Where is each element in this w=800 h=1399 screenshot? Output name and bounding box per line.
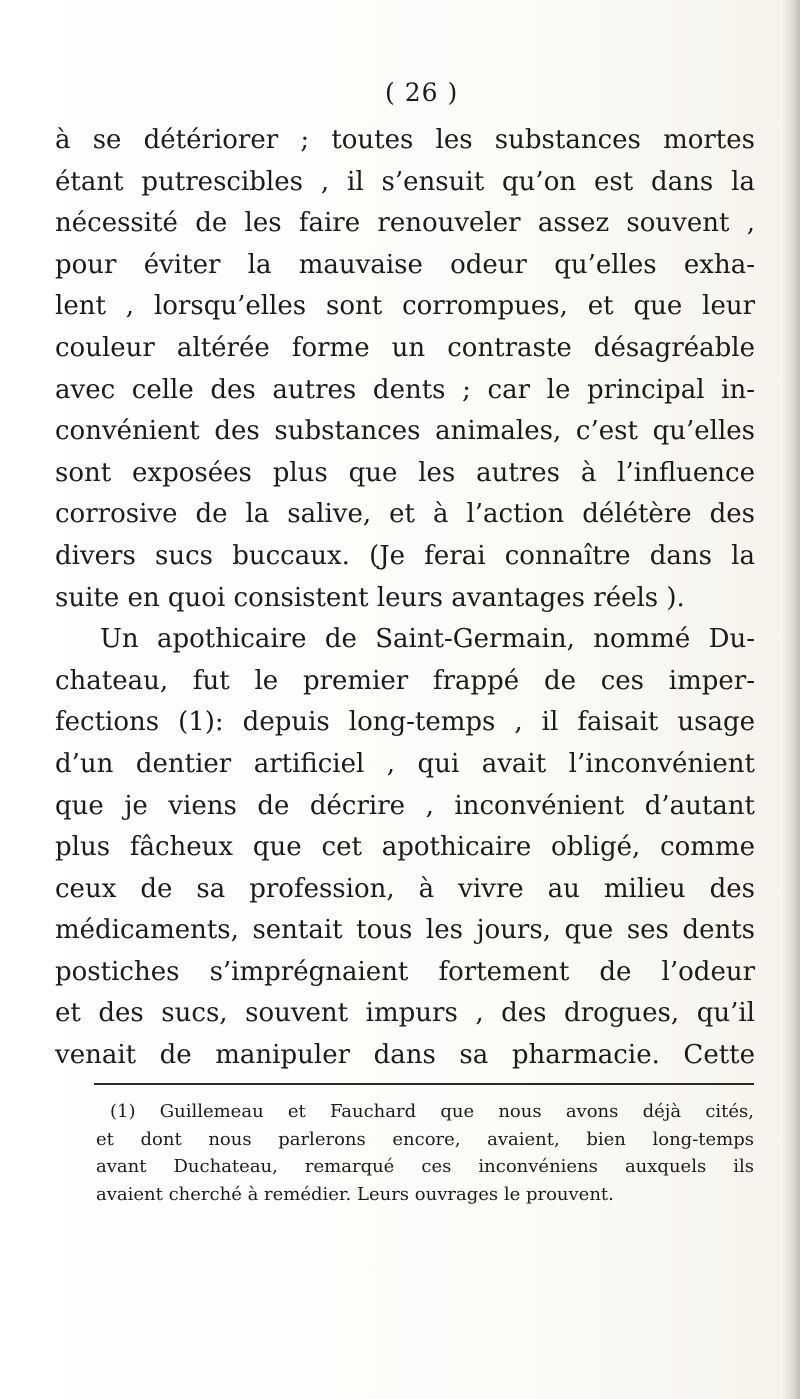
body-line: divers sucs buccaux. (Je ferai connaître dans la [55, 540, 755, 571]
body-line: avec celle des autres dents ; car le principal in- [55, 374, 755, 405]
footnote-line: avaient cherché à remédier. Leurs ouvrages le prouvent. [96, 1183, 614, 1205]
footnote-divider [94, 1083, 754, 1085]
body-line: chateau, fut le premier frappé de ces imper- [55, 665, 755, 696]
footnote [96, 1098, 754, 1208]
body-line: et des sucs, souvent impurs , des drogues, qu’il [55, 998, 755, 1029]
body-line: à se détériorer ; toutes les substances mortes [55, 125, 755, 155]
footnote-line: avant Duchateau, remarqué ces inconvéniens auxquels ils [96, 1156, 754, 1177]
footnote-line: et dont nous parlerons encore, avaient, bien long-temps [96, 1128, 754, 1150]
body-line: corrosive de la salive, et à l’action délétère des [55, 499, 755, 530]
body-line: d’un dentier artificiel , qui avait l’inconvénient [55, 748, 755, 779]
body-line: ceux de sa profession, à vivre au milieu des [55, 873, 755, 904]
footnote-line: (1) Guillemeau et Fauchard que nous avons déjà cités, [110, 1101, 754, 1122]
body-line: sont exposées plus que les autres à l’influence [55, 457, 755, 488]
body-line: que je viens de décrire , inconvénient d’autant [55, 790, 755, 821]
page-number: ( 26 ) [385, 78, 459, 107]
body-line: médicaments, sentait tous les jours, que ses dents [55, 915, 755, 946]
body-line: lent , lorsqu’elles sont corrompues, et que leur [55, 291, 755, 322]
body-line: postiches s’imprégnaient fortement de l’odeur [55, 956, 755, 987]
body-line: convénient des substances animales, c’est qu’elles [55, 416, 755, 447]
body-line: venait de manipuler dans sa pharmacie. Cette [55, 1040, 755, 1071]
body-line: nécessité de les faire renouveler assez souvent , [55, 208, 755, 239]
paragraph-start-line: Un apothicaire de Saint-Germain, nommé Du- [100, 624, 755, 655]
body-line: pour éviter la mauvaise odeur qu’elles exha- [55, 249, 755, 280]
body-line: plus fâcheux que cet apothicaire obligé, comme [55, 832, 755, 863]
body-line: fections (1): depuis long-temps , il faisait usage [55, 707, 755, 738]
body-text [55, 120, 755, 1077]
page-edge-shadow [782, 0, 800, 1399]
body-line: étant putrescibles , il s’ensuit qu’on est dans la [55, 166, 755, 197]
body-line: couleur altérée forme un contraste désagréable [55, 332, 755, 363]
body-line: suite en quoi consistent leurs avantages réels ). [55, 582, 685, 613]
